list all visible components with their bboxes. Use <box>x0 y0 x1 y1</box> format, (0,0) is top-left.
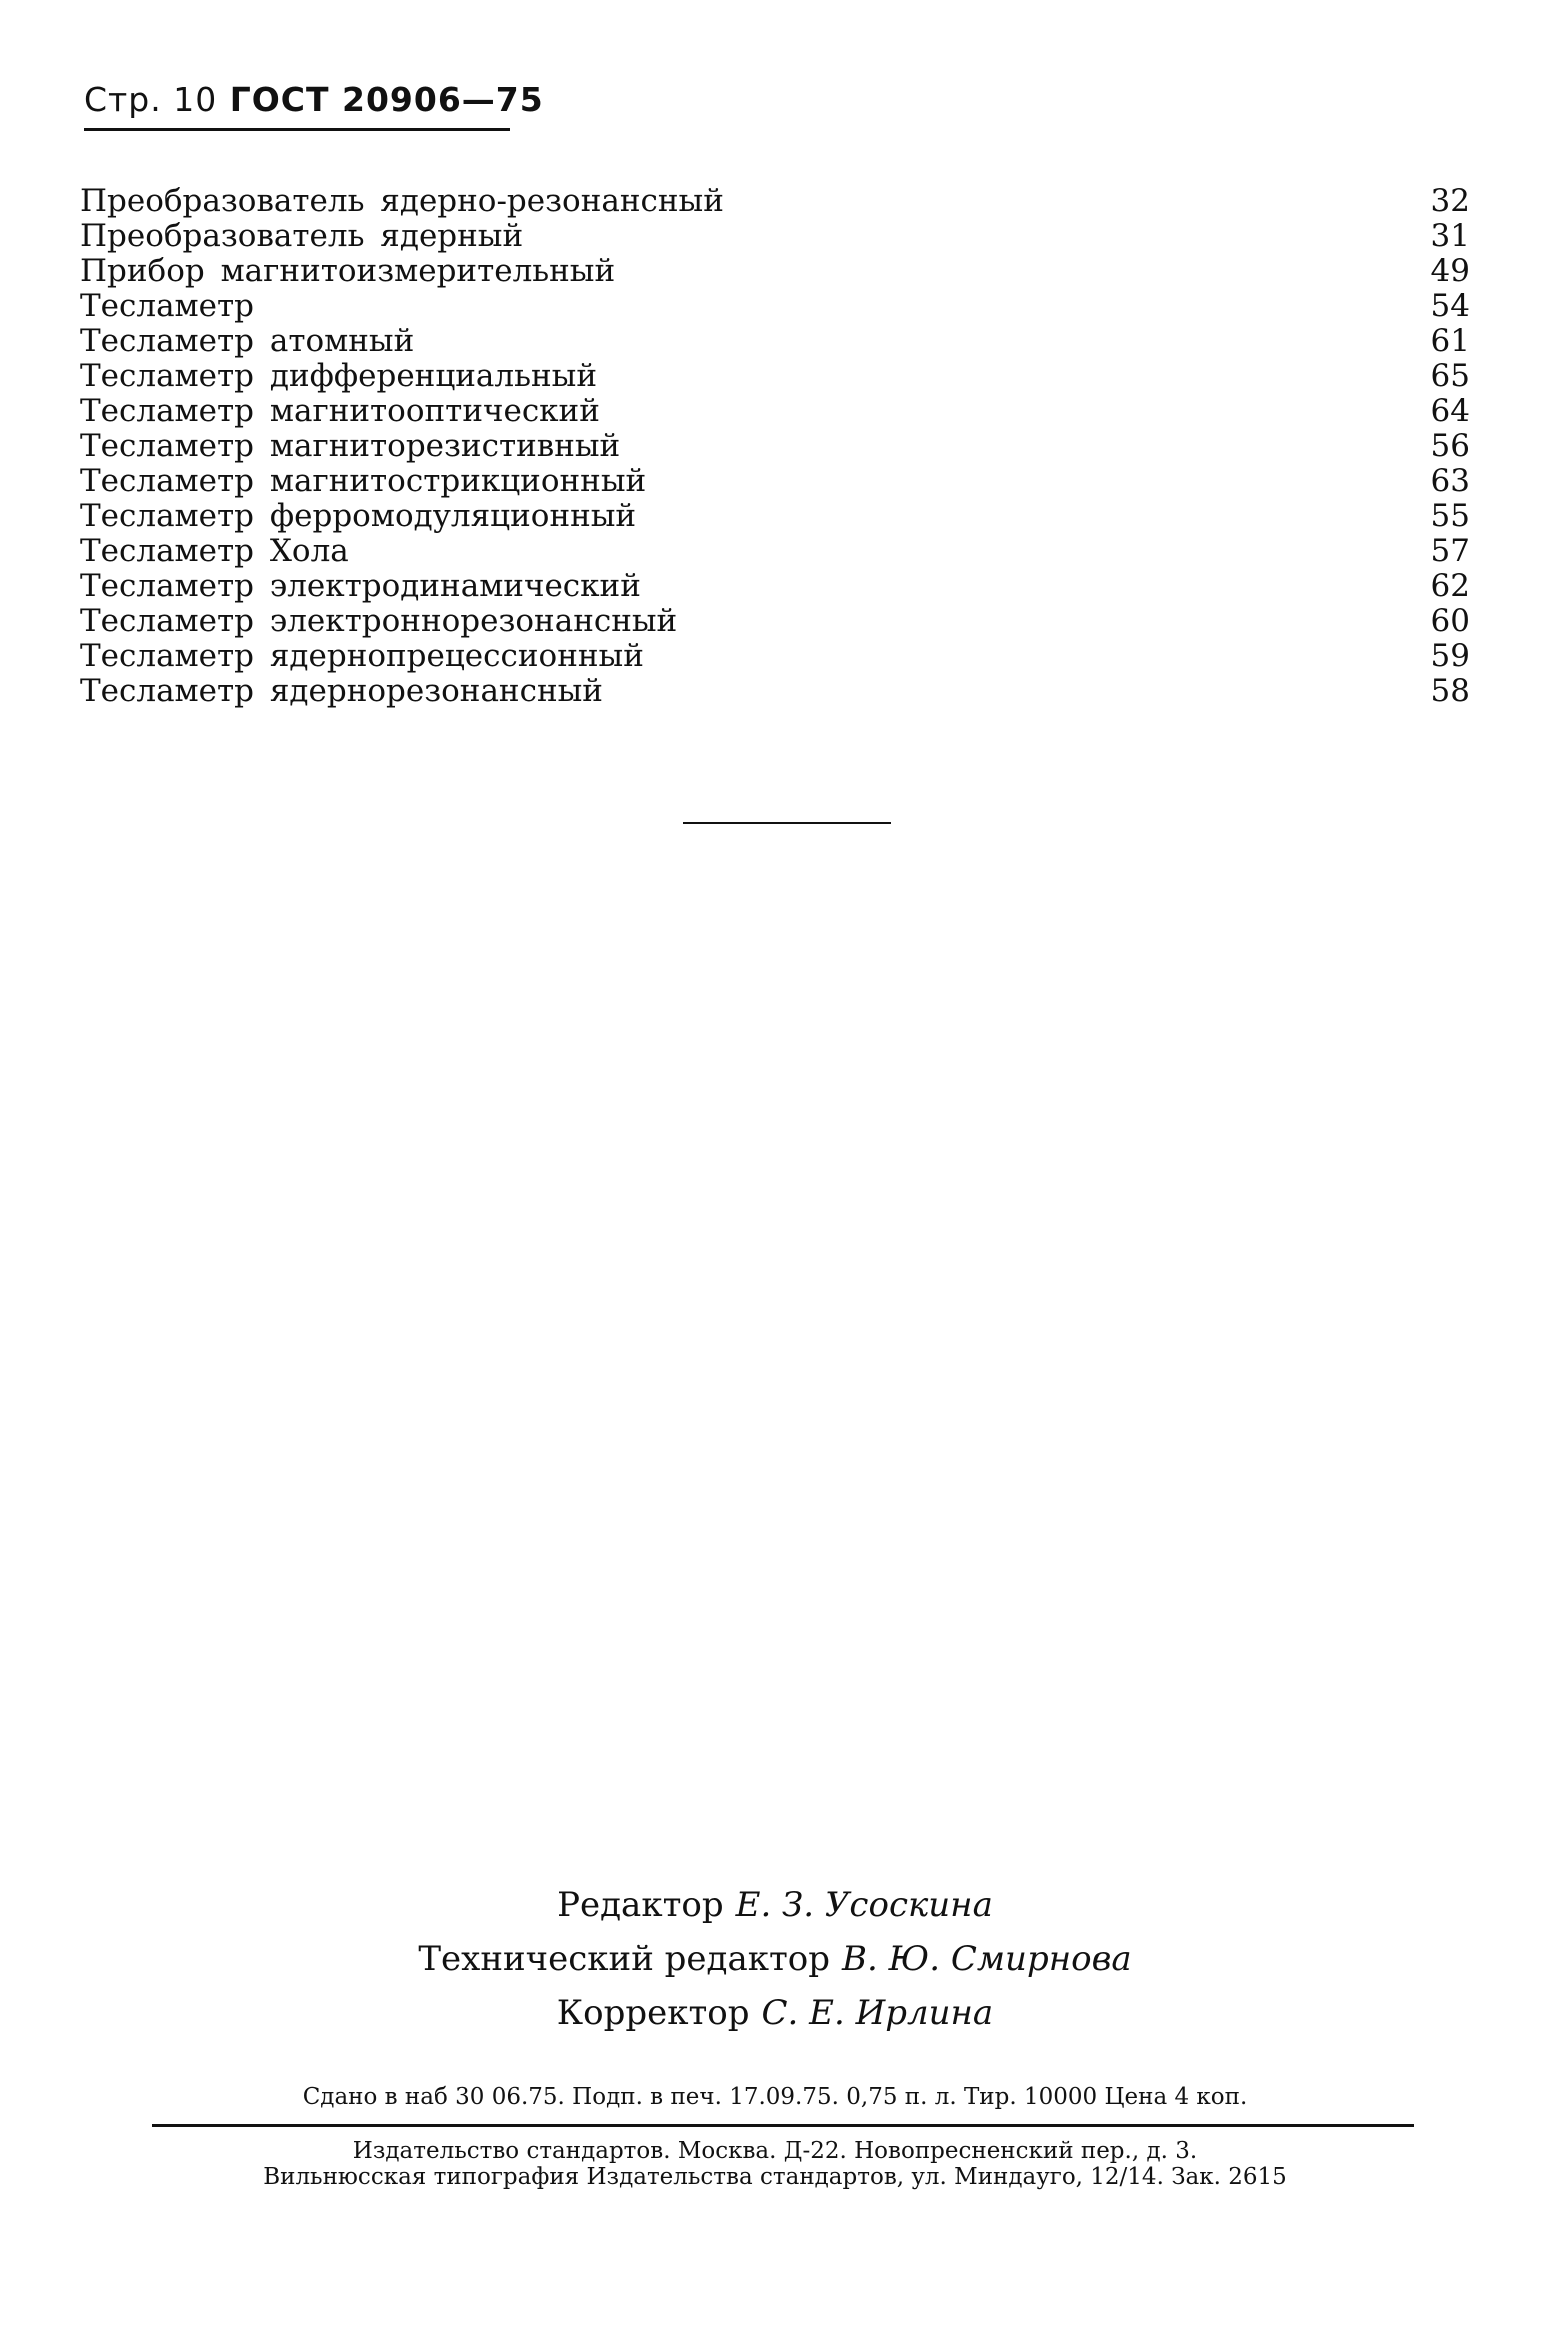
index-term: Преобразователь ядерно-резонансный <box>80 183 724 219</box>
index-term: Тесламетр магнитооптический <box>80 393 600 429</box>
index-term: Тесламетр электродинамический <box>80 568 641 604</box>
index-row <box>80 534 1470 569</box>
footer-rule <box>152 2124 1414 2127</box>
credit-role: Технический редактор <box>418 1939 831 1979</box>
printer-line: Вильнюсская типография Издательства стандартов, ул. Миндауго, 12/14. Зак. 2615 <box>263 2164 1287 2190</box>
index-row <box>80 499 1470 534</box>
credits-block <box>0 1878 1550 2040</box>
term-index <box>80 184 1470 709</box>
index-page-number: 60 <box>1430 603 1470 639</box>
index-page-number: 65 <box>1430 358 1470 394</box>
credit-role: Редактор <box>557 1885 724 1925</box>
index-page-number: 56 <box>1430 428 1470 464</box>
index-term: Преобразователь ядерный <box>80 218 524 254</box>
index-row <box>80 394 1470 429</box>
header-rule <box>84 128 510 131</box>
index-page-number: 32 <box>1430 183 1470 219</box>
page-header <box>84 80 544 119</box>
index-page-number: 57 <box>1430 533 1470 569</box>
index-page-number: 64 <box>1430 393 1470 429</box>
index-row <box>80 674 1470 709</box>
index-page-number: 54 <box>1430 288 1470 324</box>
index-row <box>80 464 1470 499</box>
index-page-number: 59 <box>1430 638 1470 674</box>
credit-name: С. Е. Ирлина <box>761 1993 994 2033</box>
index-page-number: 61 <box>1430 323 1470 359</box>
technical-editor-credit <box>0 1932 1550 1986</box>
index-row <box>80 359 1470 394</box>
index-row <box>80 289 1470 324</box>
index-row <box>80 184 1470 219</box>
credit-name: В. Ю. Смирнова <box>842 1939 1132 1979</box>
standard-title: ГОСТ 20906—75 <box>229 80 544 119</box>
index-term: Тесламетр ядернорезонансный <box>80 673 603 709</box>
index-term: Тесламетр ядернопрецессионный <box>80 638 644 674</box>
index-row <box>80 604 1470 639</box>
index-page-number: 49 <box>1430 253 1470 289</box>
index-term: Тесламетр ферромодуляционный <box>80 498 637 534</box>
index-row <box>80 639 1470 674</box>
index-page-number: 31 <box>1430 218 1470 254</box>
page-number-label: Стр. 10 <box>84 80 218 119</box>
index-row <box>80 219 1470 254</box>
index-term: Тесламетр магнитострикционный <box>80 463 647 499</box>
index-term: Тесламетр атомный <box>80 323 415 359</box>
credit-role: Корректор <box>556 1993 750 2033</box>
index-term: Прибор магнитоизмерительный <box>80 253 616 289</box>
index-page-number: 62 <box>1430 568 1470 604</box>
index-row <box>80 429 1470 464</box>
credit-name: Е. З. Усоскина <box>735 1885 993 1925</box>
section-divider <box>683 822 891 824</box>
publisher-line: Издательство стандартов. Москва. Д-22. Новопресненский пер., д. 3. <box>352 2138 1198 2164</box>
proofreader-credit <box>0 1986 1550 2040</box>
editor-credit <box>0 1878 1550 1932</box>
publisher-info <box>0 2138 1550 2190</box>
index-row <box>80 254 1470 289</box>
index-term: Тесламетр дифференциальный <box>80 358 597 394</box>
index-row <box>80 324 1470 359</box>
index-term: Тесламетр <box>80 288 255 324</box>
index-term: Тесламетр электроннорезонансный <box>80 603 678 639</box>
index-term: Тесламетр магниторезистивный <box>80 428 621 464</box>
index-term: Тесламетр Хола <box>80 533 349 569</box>
print-imprint: Сдано в наб 30 06.75. Подп. в печ. 17.09.75. 0,75 п. л. Тир. 10000 Цена 4 коп. <box>302 2084 1248 2110</box>
index-row <box>80 569 1470 604</box>
index-page-number: 55 <box>1430 498 1470 534</box>
index-page-number: 58 <box>1430 673 1470 709</box>
index-page-number: 63 <box>1430 463 1470 499</box>
